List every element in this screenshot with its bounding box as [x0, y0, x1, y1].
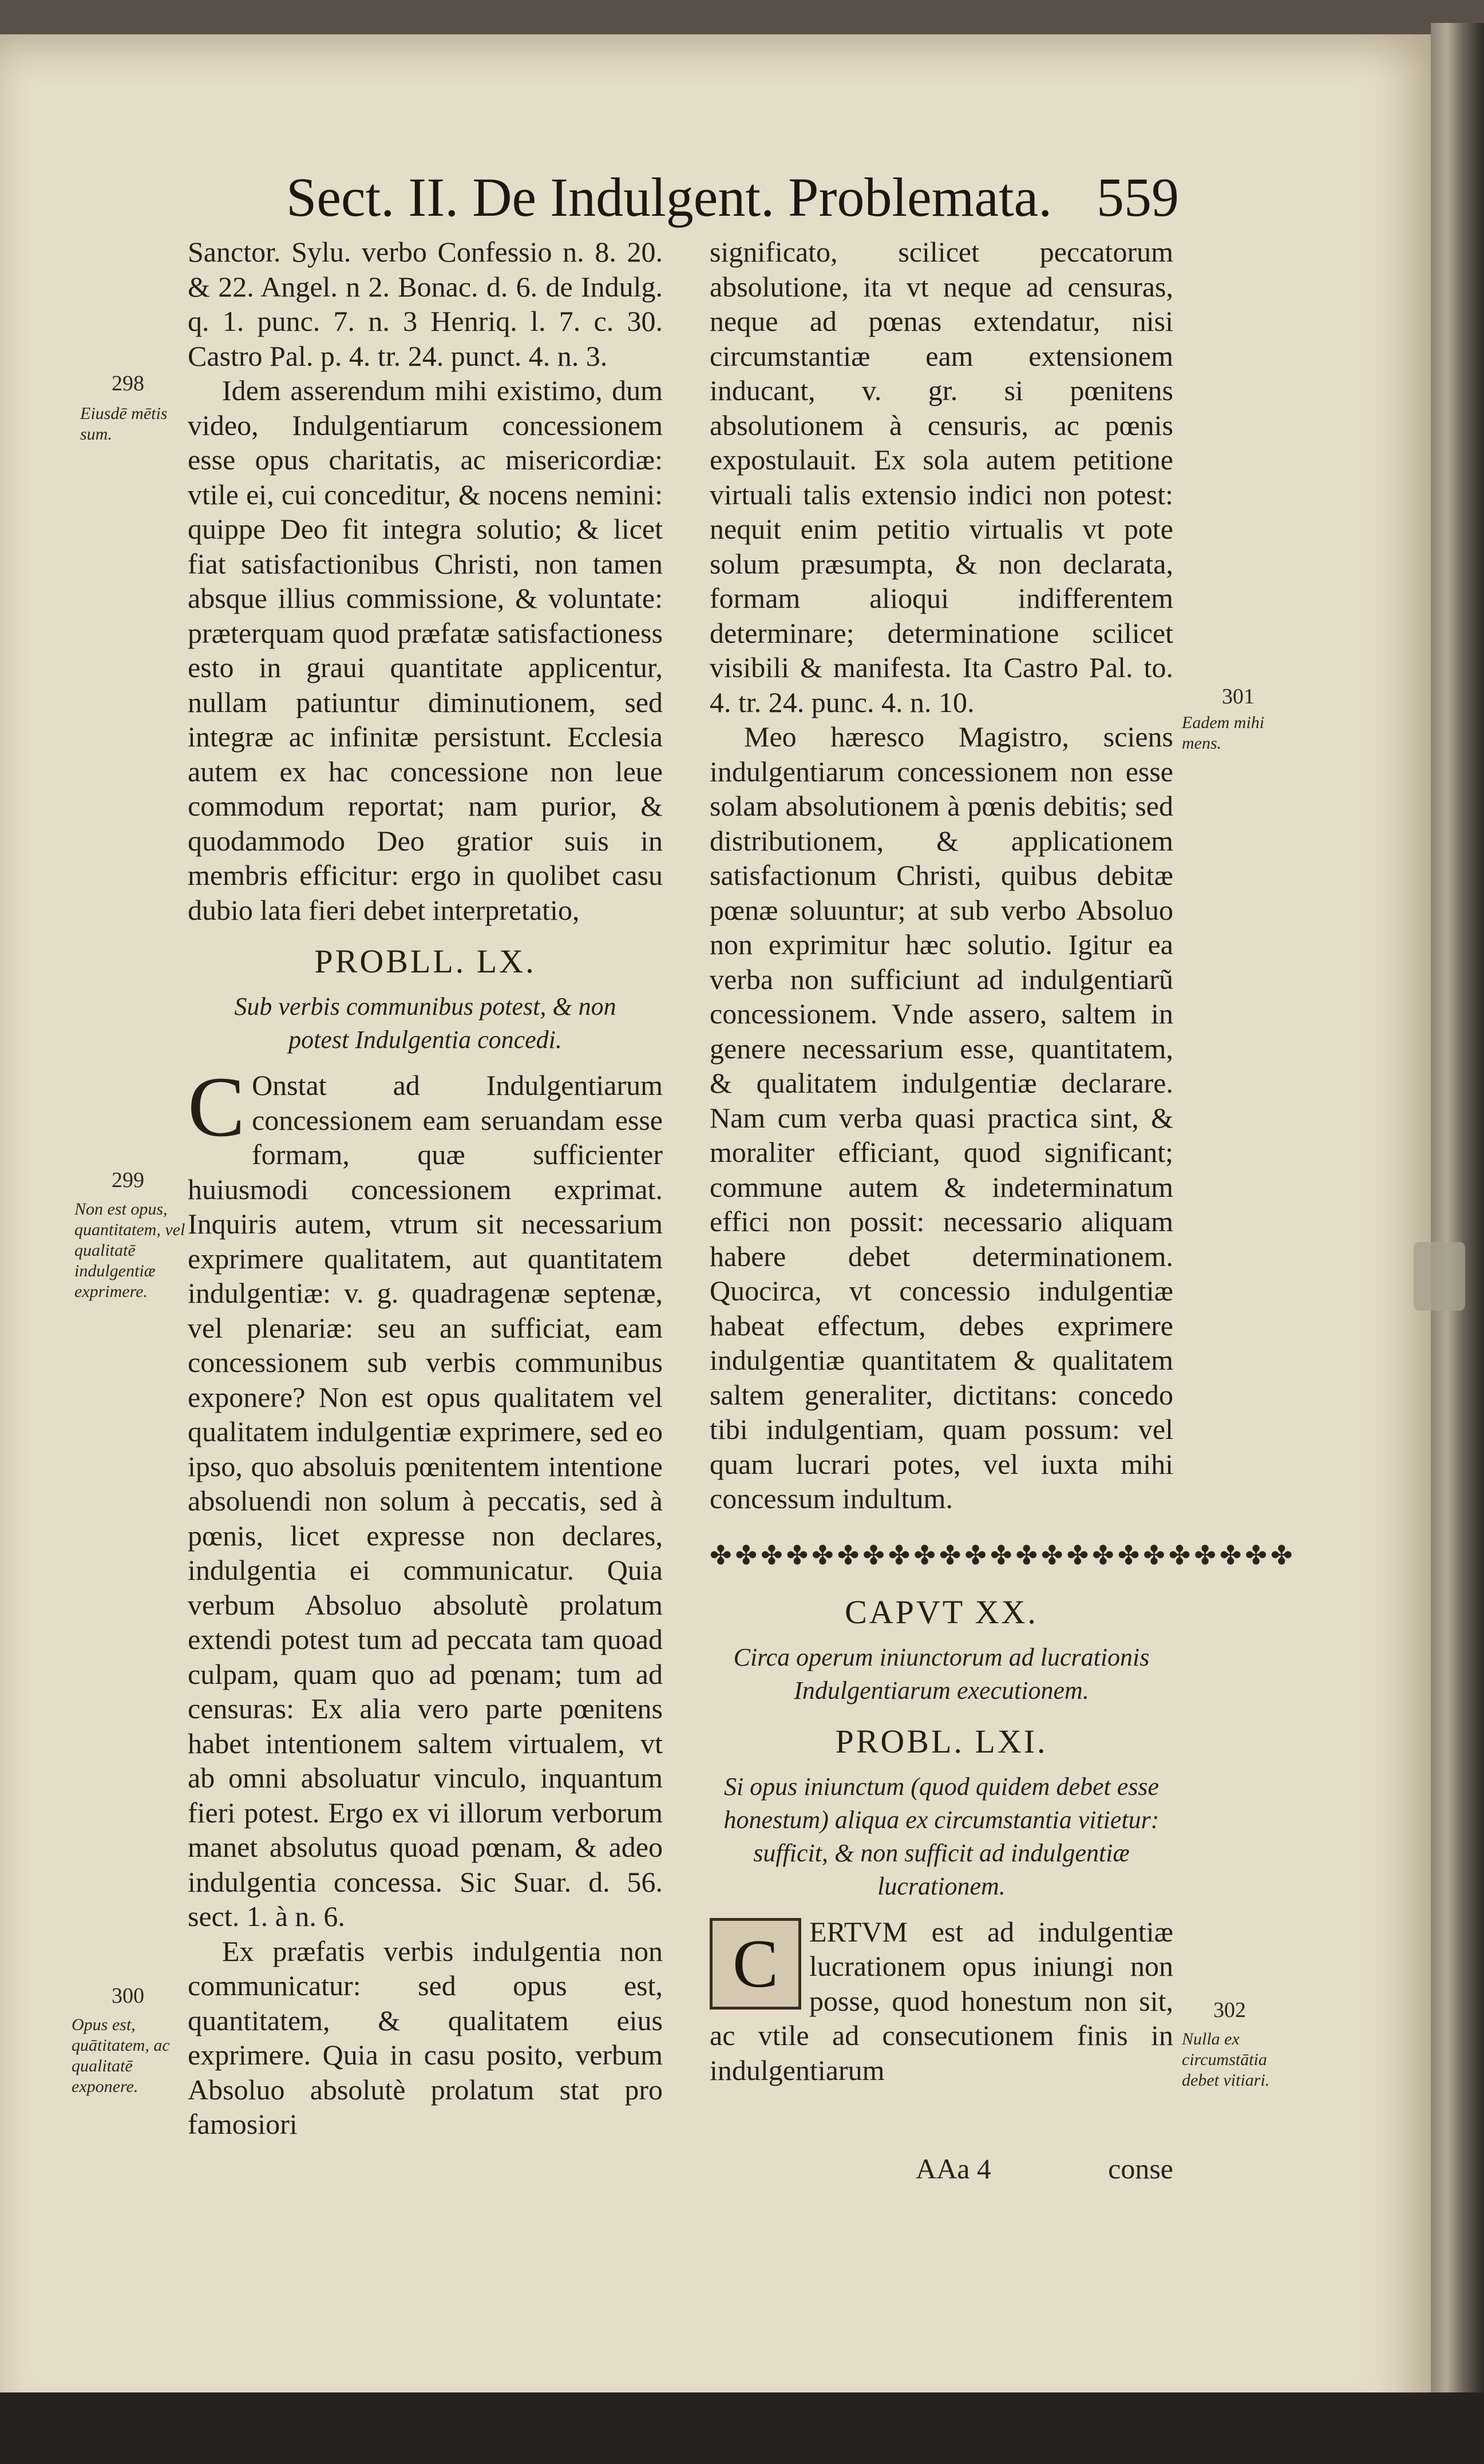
paragraph: significato, scilicet peccatorum absolutione, ita vt neque ad censuras, neque ad pœnas extendatur, nisi circumstantiæ eam extensionem inducant, v. gr. si pœnitens absolutionem à censuris, ac pœnis expostulauit. Ex sola autem petitione virtuali talis extensio indici non potest: nequit enim petitio virtualis vt pote solum præsumpta, & non declarata, formam alioqui indifferentem determinare; determinatione scilicet visibili & manifesta. Ita Castro Pal. to. 4. tr. 24. punc. 4. n. 10. — [710, 236, 1173, 718]
paragraph: Ex præfatis verbis indulgentia non communicatur: sed opus est, quantitatem, & qualitatem eius exprimere. Quia in casu posito, verbum Absoluo absolutè prolatum stat pro famosiori — [188, 1935, 663, 2140]
book-clasp — [1414, 1242, 1465, 1311]
problem-heading: PROBL. LXI. — [835, 1722, 1048, 1760]
problem-subtitle: Sub verbis communibus potest, & non potest Indulgentia concedi. — [234, 992, 616, 1054]
chapter-heading: CAPVT XX. — [845, 1593, 1038, 1631]
paragraph: Sanctor. Sylu. verbo Confessio n. 8. 20. & 22. Angel. n 2. Bonac. d. 6. de Indulg. q. 1. punc. 7. n. 3 Henriq. l. 7. c. 30. Castro Pal. p. 4. tr. 24. punct. 4. n. 3. — [188, 236, 663, 372]
decorated-initial-letter: C — [732, 1925, 779, 2002]
margin-number: 301 — [1222, 685, 1255, 709]
running-header — [286, 160, 1179, 235]
book-bottom-edge — [0, 2392, 1484, 2464]
margin-note: Opus est, quātitatem, ac qualitatē exponere. — [72, 2015, 170, 2096]
signature-mark: AAa 4 — [916, 2153, 991, 2185]
catchword: conse — [1108, 2153, 1173, 2185]
decorated-initial — [710, 1918, 801, 2010]
margin-note: Non est opus, quantitatem, vel qualitatē indulgentiæ exprimere. — [74, 1200, 185, 1301]
chapter-subtitle: Circa operum iniunctorum ad lucrationis Indulgentiarum executionem. — [733, 1643, 1150, 1704]
paragraph: Idem asserendum mihi existimo, dum video, Indulgentiarum concessionem esse opus charitatis, ac misericordiæ: vtile ei, cui conceditur, & nocens nemini: quippe Deo fit integra solutio; & licet fiat satisfactionibus Christi, non tamen absque illius commissione, & voluntate: præterquam quod præfatæ satisfactioness esto in graui quantitate applicentur, nullam patiuntur diminutionem, sed integræ ac infinitæ persistunt. Ecclesia autem ex hac concessione non leue commodum reportat; nam purior, & quodammodo Deo gratior suis in membris efficitur: ergo in quolibet casu dubio lata fieri debet interpretatio, — [188, 374, 663, 926]
paragraph-text: ERTVM est ad indulgentiæ lucrationem opus iniungi non posse, quod honestum non sit, ac vtile ad consecutionem finis in indulgentiarum — [710, 1915, 1173, 2086]
margin-note: Eadem mihi mens. — [1182, 713, 1265, 753]
paragraph: Meo hæresco Magistro, sciens indulgentiarum concessionem non esse solam absolutionem à pœnis debitis; sed distributionem, & applicationem satisfactionum Christi, quibus debitæ pœnæ soluuntur; at sub verbo Absoluo non exprimitur hæc solutio. Igitur ea verba non sufficiunt ad indulgentiarũ concessionem. Vnde assero, saltem in genere necessarium esse, quantitatem, & qualitatem indulgentiæ declarare. Nam cum verba quasi practica sint, & moraliter efficiant, quod significant; commune autem & indeterminatum effici non possit: necessario aliquam habere debet determinationem. Quocirca, vt concessio indulgentiæ habeat effectum, debes exprimere indulgentiæ quantitatem & qualitatem saltem generaliter, dictitans: concedo tibi indulgentiam, quam possum: vel quam lucrari potes, vel iuxta mihi concessum indultum. — [710, 721, 1173, 1514]
paragraph — [188, 1059, 663, 1934]
problem-heading: PROBLL. LX. — [314, 943, 536, 980]
book-right-edge — [1431, 23, 1484, 2427]
drop-cap: C — [188, 1059, 246, 1154]
margin-number: 299 — [112, 1168, 144, 1192]
margin-number: 302 — [1213, 1998, 1246, 2022]
margin-note: Nulla ex circumstātia debet vitiari. — [1182, 2030, 1270, 2090]
margin-number: 300 — [112, 1984, 144, 2008]
left-column — [188, 235, 663, 2142]
margin-number: 298 — [112, 371, 144, 395]
header-title: Sect. II. De Indulgent. Problemata. — [286, 167, 1052, 228]
paragraph — [710, 1915, 1173, 2088]
book-top-edge — [0, 0, 1484, 34]
problem-subtitle: Si opus iniunctum (quod quidem debet esse honestum) aliqua ex circumstantia vitietur: sufficit, & non sufficit ad indulgentiæ lucrationem. — [723, 1772, 1160, 1900]
margin-note: Eiusdē mētis sum. — [80, 404, 168, 444]
paragraph-text: Onstat ad Indulgentiarum concessionem eam seruandam esse formam, quæ sufficienter huiusmodi concessionem exprimat. Inquiris autem, vtrum sit necessarium exprimere qualitatem, aut quantitatem indulgentiæ: v. g. quadragenæ septenæ, vel plenariæ: seu an sufficiat, eam concessionem sub verbis communibus exponere? Non est opus qualitatem vel qualitatem indulgentiæ exprimere, sed eo ipso, quo absoluis pœnitentem intentione absoluendi non solum à peccatis, sed à pœnis, licet expresse non declares, indulgentia ei communicatur. Quia verbum Absoluo absolutè prolatum extendi potest tum ad peccata tam quoad culpam, quam quo ad pœnam; tum ad censuras: Ex alia vero parte pœnitens habet intentionem saltem virtualem, vt ab omni absoluatur vinculo, inquantum fieri potest. Ergo ex vi illorum verborum manet absolutus quoad pœnam, & adeo indulgentia concessa. Sic Suar. d. 56. sect. 1. à n. 6. — [188, 1069, 663, 1932]
page-number: 559 — [1097, 167, 1179, 228]
ornament-band: ✤✤✤✤✤✤✤✤✤✤✤✤✤✤✤✤✤✤✤✤✤✤✤ — [710, 1540, 1296, 1570]
